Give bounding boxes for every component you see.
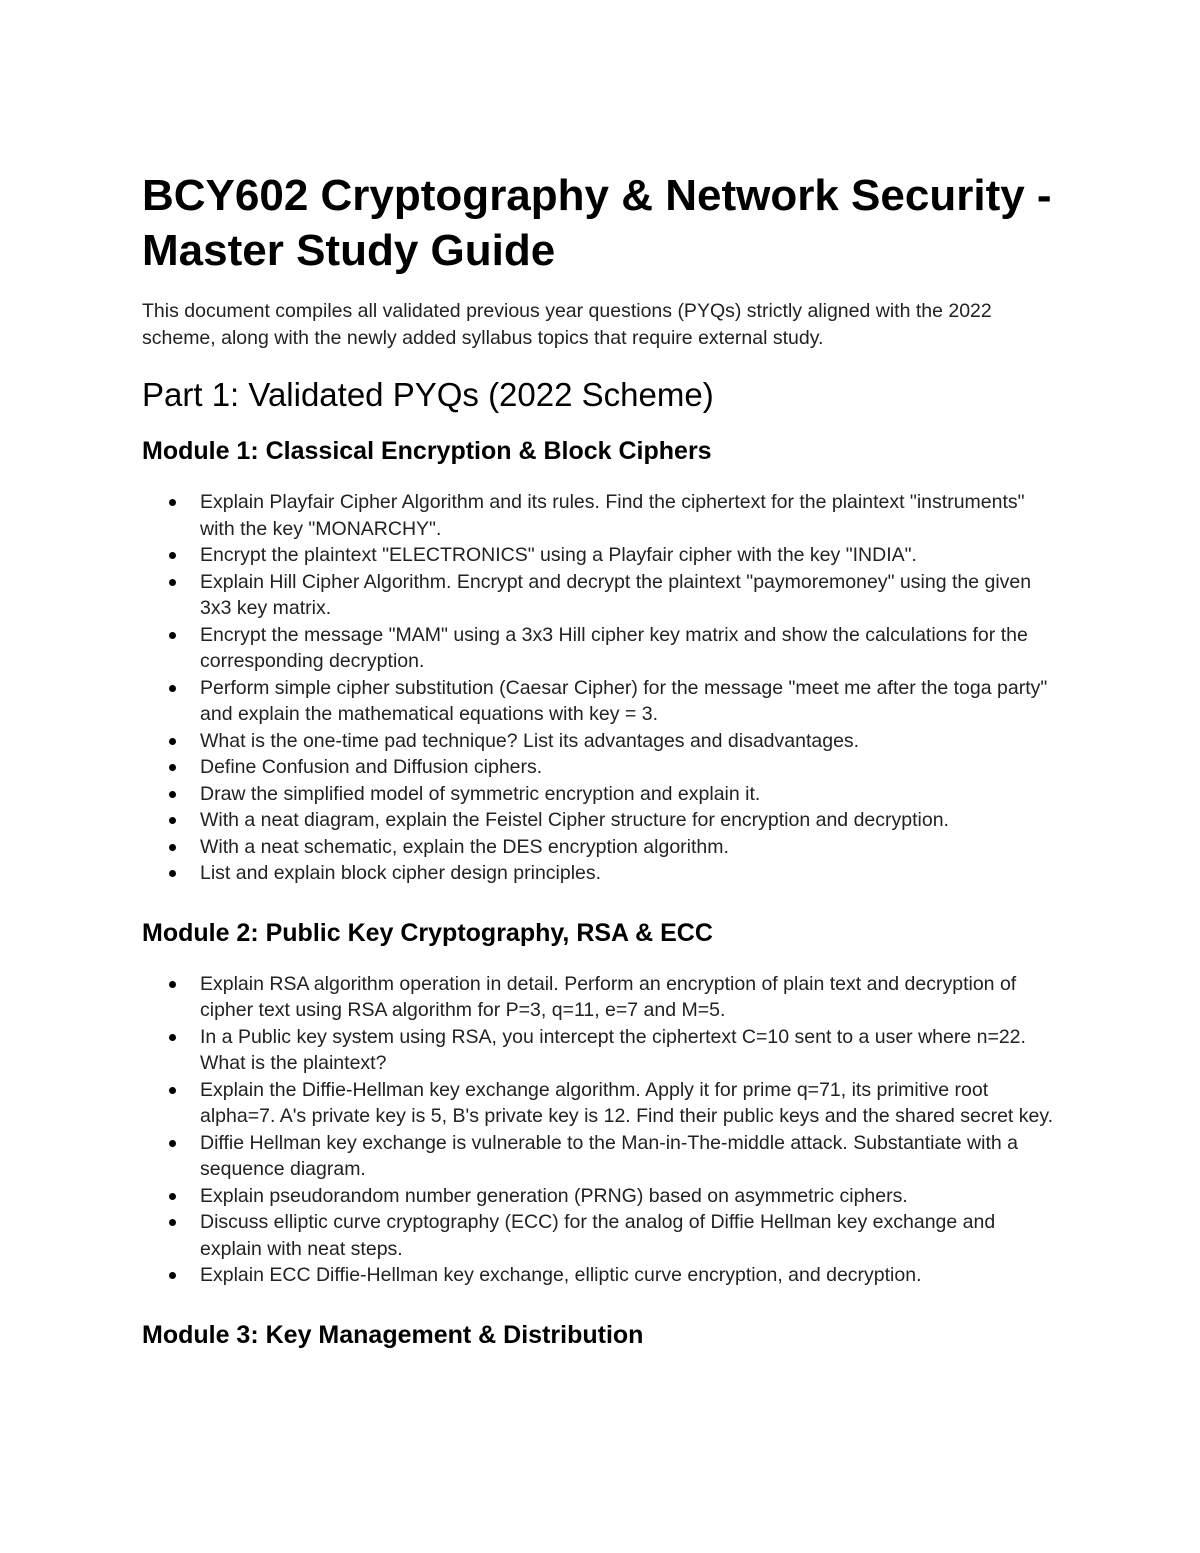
bullet-icon: [169, 1193, 176, 1200]
module-1-question-list: [142, 489, 1057, 887]
question-text: With a neat diagram, explain the Feistel Cipher structure for encryption and decryption.: [200, 809, 949, 831]
document-title: BCY602 Cryptography & Network Security - Master Study Guide: [142, 171, 1052, 275]
list-item: [142, 781, 1057, 808]
list-item: [142, 1183, 1057, 1210]
part-1-heading: Part 1: Validated PYQs (2022 Scheme): [142, 376, 714, 413]
question-text: Explain the Diffie-Hellman key exchange algorithm. Apply it for prime q=71, its primitive root alpha=7. A's private key is 5, B's private key is 12. Find their public keys and the shared secret key.: [200, 1078, 1054, 1127]
question-text: Explain ECC Diffie-Hellman key exchange, elliptic curve encryption, and decryption.: [200, 1264, 922, 1286]
bullet-icon: [169, 870, 176, 877]
question-text: With a neat schematic, explain the DES encryption algorithm.: [200, 835, 729, 858]
bullet-icon: [169, 1140, 176, 1147]
bullet-icon: [169, 1272, 176, 1279]
question-text: Define Confusion and Diffusion ciphers.: [200, 756, 543, 778]
question-text: Explain Playfair Cipher Algorithm and its rules. Find the ciphertext for the plaintext "instruments" with the key "MONARCHY".: [200, 491, 1025, 540]
question-text: List and explain block cipher design principles.: [200, 862, 602, 884]
bullet-icon: [169, 579, 176, 586]
list-item: [142, 971, 1057, 1024]
bullet-icon: [169, 738, 176, 745]
question-text: Diffie Hellman key exchange is vulnerable to the Man-in-The-middle attack. Substantiate with a sequence diagram.: [200, 1131, 1018, 1180]
bullet-icon: [169, 499, 176, 506]
list-item: [142, 860, 1057, 887]
list-item: [142, 1077, 1057, 1130]
module-1-heading: Module 1: Classical Encryption & Block Ciphers: [142, 437, 712, 465]
question-text: Encrypt the plaintext "ELECTRONICS" using a Playfair cipher with the key "INDIA".: [200, 544, 917, 566]
bullet-icon: [169, 764, 176, 771]
list-item: [142, 728, 1057, 755]
bullet-icon: [169, 1219, 176, 1226]
list-item: [142, 834, 1057, 861]
bullet-icon: [169, 1087, 176, 1094]
bullet-icon: [169, 1034, 176, 1041]
question-text: In a Public key system using RSA, you intercept the ciphertext C=10 sent to a user where n=22. What is the plaintext?: [200, 1025, 1026, 1074]
list-item: [142, 807, 1057, 834]
document-page: [142, 168, 1057, 1351]
list-item: [142, 1024, 1057, 1077]
question-text: Explain RSA algorithm operation in detail. Perform an encryption of plain text and decryption of cipher text using RSA algorithm for P=3, q=11, e=7 and M=5.: [200, 972, 1017, 1021]
bullet-icon: [169, 791, 176, 798]
bullet-icon: [169, 844, 176, 851]
list-item: [142, 1262, 1057, 1289]
bullet-icon: [169, 632, 176, 639]
module-3-heading: Module 3: Key Management & Distribution: [142, 1320, 644, 1349]
list-item: [142, 569, 1057, 622]
list-item: [142, 1209, 1057, 1262]
question-text: Explain Hill Cipher Algorithm. Encrypt and decrypt the plaintext "paymoremoney" using the given 3x3 key matrix.: [200, 570, 1032, 619]
question-text: Discuss elliptic curve cryptography (ECC) for the analog of Diffie Hellman key exchange and explain with neat steps.: [200, 1211, 996, 1260]
bullet-icon: [169, 817, 176, 824]
question-text: What is the one-time pad technique? List its advantages and disadvantages.: [200, 729, 860, 752]
question-text: Explain pseudorandom number generation (PRNG) based on asymmetric ciphers.: [200, 1184, 908, 1207]
bullet-icon: [169, 685, 176, 692]
question-text: Draw the simplified model of symmetric encryption and explain it.: [200, 782, 761, 805]
module-2-question-list: [142, 971, 1057, 1289]
list-item: [142, 622, 1057, 675]
bullet-icon: [169, 981, 176, 988]
list-item: [142, 542, 1057, 569]
question-text: Encrypt the message "MAM" using a 3x3 Hill cipher key matrix and show the calculations for the corresponding decryption.: [200, 623, 1028, 672]
list-item: [142, 1130, 1057, 1183]
list-item: [142, 754, 1057, 781]
module-2-heading: Module 2: Public Key Cryptography, RSA & ECC: [142, 918, 713, 947]
question-text: Perform simple cipher substitution (Caesar Cipher) for the message "meet me after the toga party" and explain the mathematical equations with key = 3.: [200, 676, 1048, 725]
intro-paragraph: This document compiles all validated previous year questions (PYQs) strictly aligned with the 2022 scheme, along with the newly added syllabus topics that require external study.: [142, 300, 992, 349]
bullet-icon: [169, 552, 176, 559]
list-item: [142, 489, 1057, 542]
list-item: [142, 675, 1057, 728]
